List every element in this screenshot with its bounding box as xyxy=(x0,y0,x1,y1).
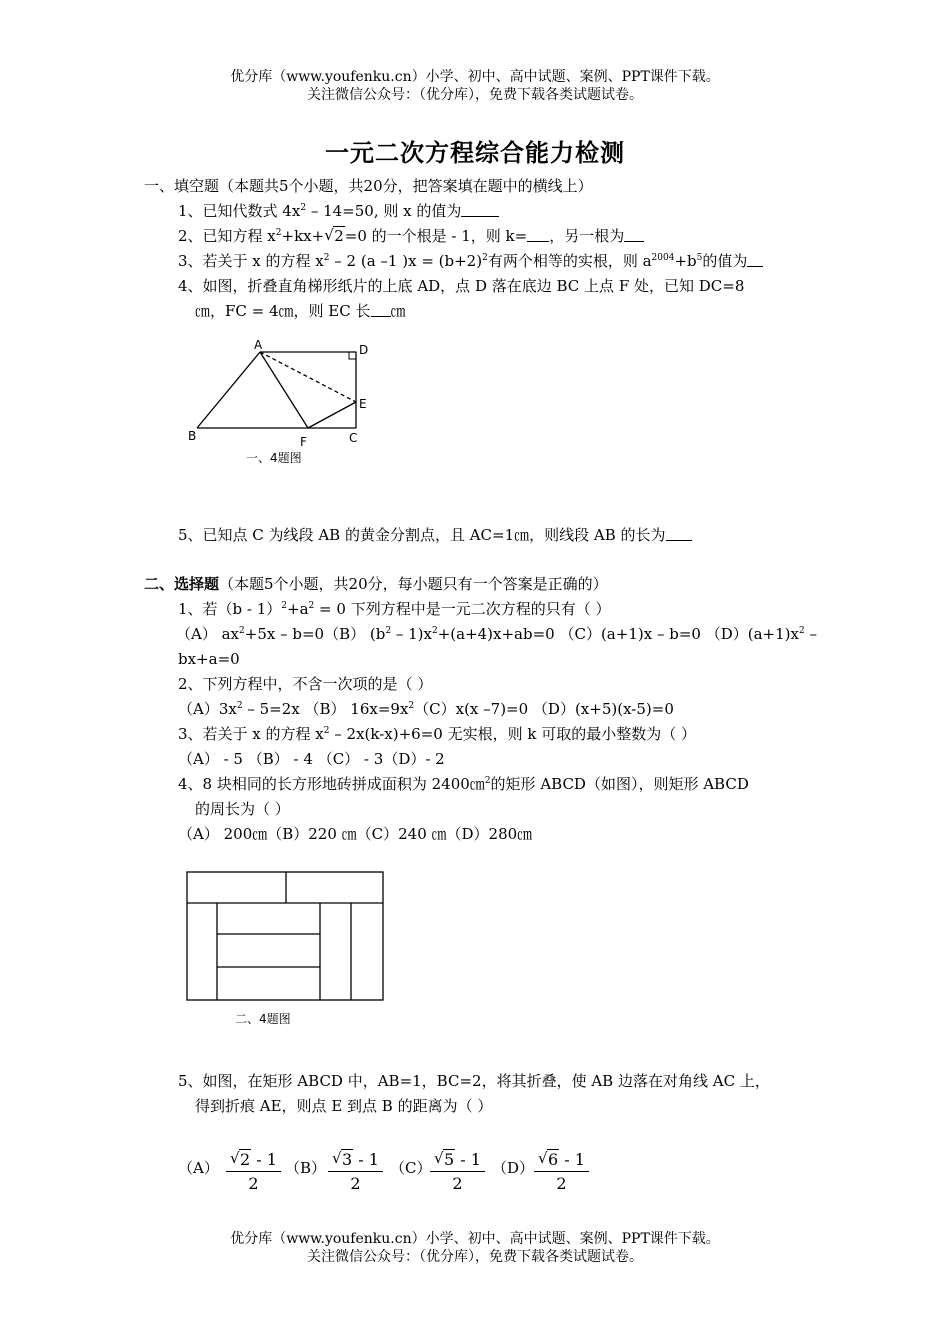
answer-blank xyxy=(527,227,549,242)
label-e: E xyxy=(359,397,367,411)
sqrt-2: √ 2 xyxy=(324,226,344,245)
figure-trapezoid xyxy=(180,336,380,471)
label-d: D xyxy=(359,343,369,357)
s2-q4-options: （A） 200㎝（B）220 ㎝（C）240 ㎝（D）280㎝ xyxy=(178,825,533,843)
label-b: B xyxy=(188,429,197,443)
page-title: 一元二次方程综合能力检测 xyxy=(325,138,625,167)
option-c-fraction: √ 5 - 1 2 xyxy=(430,1150,485,1193)
s2-q1-stem: 1、若$(b - 1)^2+a^2 = 0$ 下列方程中是一元二次方程的只有（ ） xyxy=(178,600,611,618)
section1-heading: 一、填空题（本题共5个小题，共20分，把答案填在题中的横线上） xyxy=(144,177,593,195)
s1-q5: 5、已知点 C 为线段 AB 的黄金分割点，且 AC=1㎝，则线段 AB 的长为 xyxy=(178,525,692,545)
label-a: A xyxy=(254,338,263,352)
s2-q3-options: （A） - 5 （B） - 4 （C） - 3（D）- 2 xyxy=(178,750,445,768)
edge-ab xyxy=(197,352,260,428)
s2-q3-stem: 3、若关于 x 的方程 $x^2 - 2x(k-x)+6=0$ 无实根，则 k 可取的最小整数为（ ） xyxy=(178,725,696,743)
answer-blank xyxy=(371,302,391,317)
header-line-1: 优分库（www.youfenku.cn）小学、初中、高中试题、案例、PPT课件下载。 xyxy=(230,69,720,85)
section2-heading: 二、选择题（本题5个小题，共20分，每小题只有一个答案是正确的） xyxy=(144,575,608,593)
answer-blank xyxy=(461,202,499,217)
s2-q4-line1: 4、8 块相同的长方形地砖拼成面积为 2400㎝$^2$的矩形 ABCD（如图），则矩形 ABCD xyxy=(178,775,749,793)
option-b-label: （B） xyxy=(285,1159,327,1177)
label-c: C xyxy=(349,431,358,445)
header-line-2: 关注微信公众号：（优分库），免费下载各类试题试卷。 xyxy=(307,87,643,103)
footer-line-2: 关注微信公众号：（优分库），免费下载各类试题试卷。 xyxy=(307,1249,643,1265)
s2-q5-line2: 得到折痕 AE，则点 E 到点 B 的距离为（ ） xyxy=(195,1097,493,1115)
s2-q1-options: （A） $ax^2+5x - b=0(B)$ $(b^2 - 1)x^2+(a+4)x+ab=0$ （C）(a+1)x – b=0 $(D)(a+1)x^2$ – xyxy=(176,625,817,643)
right-angle-mark xyxy=(349,352,356,359)
figure2-caption: 二、4题图 xyxy=(235,1012,291,1026)
s2-q2-options: $(A)3x^2 - 5=2x$ （B） $16x=9x^2(C)x(x$ –7)=0 （D）(x+5)(x-5)=0 xyxy=(178,700,674,718)
s1-q2: 2、已知方程 $x^2+kx+$ √ 2=0 的一个根是 - 1，则 k= ，另一根为 xyxy=(178,226,644,246)
s2-q5-line1: 5、如图，在矩形 ABCD 中，AB=1，BC=2，将其折叠，使 AB 边落在对角线 AC 上， xyxy=(178,1072,770,1090)
option-a-label: （A） xyxy=(178,1159,219,1177)
s1-q3: 3、若关于 x 的方程 $x^2 - 2$ (a –1 )$x = (b+2)^2$有两个相等的实根，则 $a^{2004}+b^5$的值为 xyxy=(178,251,763,271)
option-c-label: （C） xyxy=(390,1159,432,1177)
answer-blank xyxy=(624,227,644,242)
crease-ae xyxy=(260,352,356,402)
figure1-caption: 一、4题图 xyxy=(246,451,302,465)
answer-blank xyxy=(747,252,763,267)
edge-af xyxy=(260,352,308,428)
s2-q1-options-cont: bx+a=0 xyxy=(178,650,240,668)
s1-q4-line2: ㎝，FC = 4㎝，则 EC 长 ㎝ xyxy=(195,302,406,320)
option-b-fraction: √ 3 - 1 2 xyxy=(328,1150,383,1193)
s1-q1: 1、已知代数式 $4x^2 - 14=50$, 则 x 的值为 xyxy=(178,201,499,221)
label-f: F xyxy=(300,435,307,449)
answer-blank xyxy=(666,526,692,541)
option-d-label: （D） xyxy=(492,1159,535,1177)
option-a-fraction: √ 2 - 1 2 xyxy=(226,1150,281,1193)
footer-line-1: 优分库（www.youfenku.cn）小学、初中、高中试题、案例、PPT课件下载。 xyxy=(230,1231,720,1247)
figure-tiles xyxy=(180,866,390,1031)
s2-q2-stem: 2、下列方程中，不含一次项的是（ ） xyxy=(178,675,433,693)
edge-fe xyxy=(308,402,356,428)
s2-q4-line2: 的周长为（ ） xyxy=(195,800,290,818)
s1-q4-line1: 4、如图，折叠直角梯形纸片的上底 AD，点 D 落在底边 BC 上点 F 处，已知 DC=8 xyxy=(178,277,745,295)
option-d-fraction: √ 6 - 1 2 xyxy=(534,1150,589,1193)
